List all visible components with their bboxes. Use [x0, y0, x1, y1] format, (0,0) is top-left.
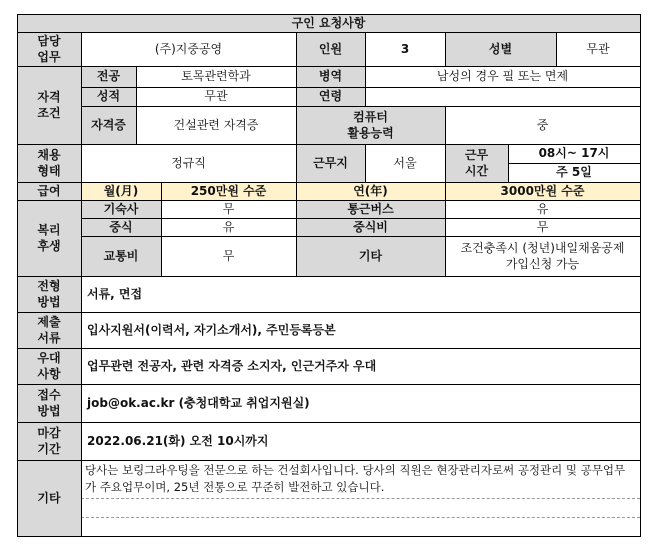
- lunch-value: 유: [161, 218, 296, 236]
- dormitory-label: 기숙사: [81, 200, 161, 218]
- monthly-salary-label: 월(月): [81, 182, 161, 200]
- apply-method-value: job@ok.ac.kr (충청대학교 취업지원실): [81, 384, 640, 422]
- documents-value: 입사지원서(이력서, 자기소개서), 주민등록등본: [81, 312, 640, 348]
- age-label: 연령: [296, 87, 365, 106]
- lunch-label: 중식: [81, 218, 161, 236]
- major-label: 전공: [81, 66, 136, 87]
- shuttle-bus-label: 통근버스: [296, 200, 445, 218]
- other-value: 당사는 보링그라우팅을 전문으로 하는 건설회사입니다. 당사의 직원은 현장관리자로써 공정관리 및 공무업무가 주요업무이며, 25년 전통으로 꾸준히 발전하고 있습니다.: [81, 460, 640, 536]
- welfare-label: 복리 후생: [17, 200, 81, 276]
- computer-skill-value: 중: [445, 106, 640, 144]
- dormitory-value: 무: [161, 200, 296, 218]
- certificate-value: 건설관련 자격증: [136, 106, 296, 144]
- grade-label: 성적: [81, 87, 136, 106]
- salary-label: 급여: [17, 182, 81, 200]
- page-title: 구인 요청사항: [17, 14, 640, 32]
- company-name: (주)지중공영: [81, 32, 296, 66]
- gender-value: 무관: [556, 32, 640, 66]
- welfare-etc-label: 기타: [296, 236, 445, 276]
- lunch-fee-value: 무: [445, 218, 640, 236]
- shuttle-bus-value: 유: [445, 200, 640, 218]
- major-value: 토목관련학과: [136, 66, 296, 87]
- employment-type-value: 정규직: [81, 144, 296, 182]
- other-label: 기타: [17, 460, 81, 536]
- workplace-value: 서울: [365, 144, 445, 182]
- preference-value: 업무관련 전공자, 관련 자격증 소지자, 인근거주자 우대: [81, 348, 640, 384]
- headcount-value: 3: [365, 32, 445, 66]
- deadline-value: 2022.06.21(화) 오전 10시까지: [81, 422, 640, 460]
- gender-label: 성별: [445, 32, 556, 66]
- selection-method-value: 서류, 면접: [81, 276, 640, 312]
- employment-type-label: 채용 형태: [17, 144, 81, 182]
- preference-label: 우대 사항: [17, 348, 81, 384]
- yearly-salary-label: 연(年): [296, 182, 445, 200]
- workplace-label: 근무지: [296, 144, 365, 182]
- qualification-label: 자격 조건: [17, 66, 81, 144]
- grade-value: 무관: [136, 87, 296, 106]
- computer-skill-label: 컴퓨터 활용능력: [296, 106, 445, 144]
- military-label: 병역: [296, 66, 365, 87]
- age-value: [365, 87, 640, 106]
- other-divider-2: [81, 517, 640, 518]
- work-hours-label: 근무 시간: [445, 144, 508, 182]
- other-divider-1: [81, 498, 640, 499]
- duty-label: 담당 업무: [17, 32, 81, 66]
- work-hours-value: 08시~ 17시: [508, 144, 640, 163]
- documents-label: 제출 서류: [17, 312, 81, 348]
- lunch-fee-label: 중식비: [296, 218, 445, 236]
- transport-fee-value: 무: [161, 236, 296, 276]
- work-days-value: 주 5일: [508, 163, 640, 182]
- yearly-salary-value: 3000만원 수준: [445, 182, 640, 200]
- selection-method-label: 전형 방법: [17, 276, 81, 312]
- apply-method-label: 접수 방법: [17, 384, 81, 422]
- welfare-etc-value: 조건충족시 (청년)내일채움공제 가입신청 가능: [445, 236, 640, 276]
- headcount-label: 인원: [296, 32, 365, 66]
- certificate-label: 자격증: [81, 106, 136, 144]
- transport-fee-label: 교통비: [81, 236, 161, 276]
- military-value: 남성의 경우 필 또는 면제: [365, 66, 640, 87]
- monthly-salary-value: 250만원 수준: [161, 182, 296, 200]
- deadline-label: 마감 기간: [17, 422, 81, 460]
